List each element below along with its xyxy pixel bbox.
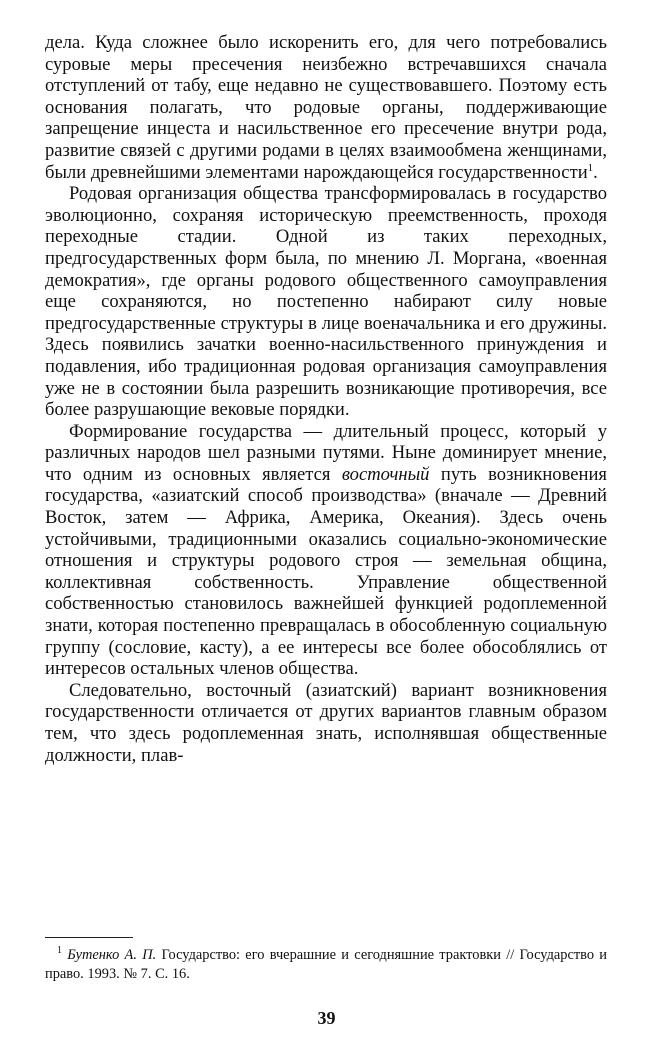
footnote-text: Государство: его вчерашние и сегодняшние трактовки // Государство и право. 1993. № 7. С. 16. — [45, 947, 608, 982]
paragraph-1 — [45, 32, 607, 183]
paragraph-3-rest: путь возникновения государства, «азиатский способ производства» (вначале — Древний Восток, затем — Африка, Америка, Океания). Здесь очень устойчивыми, традиционными оказались социально-экономические отношения и структуры родового строя — земельная община, коллективная собственность. Управление общественной собственностью становилось важнейшей функцией родоплеменной знати, которая постепенно превращалась в обособленную социальную группу (сословие, касту), а ее интересы все более обособлялись от интересов остальных членов общества. — [45, 463, 607, 680]
paragraph-3 — [45, 421, 607, 680]
footnote-author: Бутенко А. П. — [67, 947, 157, 963]
footnote-divider — [45, 937, 133, 938]
paragraph-1-end: . — [593, 161, 598, 183]
paragraph-2: Родовая организация общества трансформировалась в государство эволюционно, сохраняя историческую преемственность, проходя переходные стадии. Одной из таких переходных, предгосударственных форм была, по мнению Л. Моргана, «военная демократия», где органы родового общественного самоуправления еще сохраняются, но постепенно набирают силу новые предгосударственные структуры в лице военачальника и его дружины. Здесь появились зачатки военно-насильственного принуждения и подавления, ибо традиционная родовая организация самоуправления уже не в состоянии была разрешить возникающие противоречия, все более разрушающие вековые порядки. — [45, 183, 607, 421]
footnote-reference[interactable]: 1 — [587, 161, 594, 174]
footnote — [45, 946, 607, 984]
footnote-number: 1 — [57, 945, 62, 957]
page-number: 39 — [317, 1008, 336, 1028]
paragraph-1-text: дела. Куда сложнее было искоренить его, для чего потребовались суровые меры пресечения неизбежно встречавшихся сначала отступлений от табу, еще недавно не существовавшего. Поэтому есть основания полагать, что родовые органы, поддерживающие запрещение инцеста и насильственное его пресечение внутри рода, развитие связей с другими родами в целях взаимообмена женщинами, были древнейшими элементами нарождающейся государственности — [45, 32, 607, 183]
paragraph-4: Следовательно, восточный (азиатский) вариант возникновения государственности отличается от других вариантов главным образом тем, что здесь родоплеменная знать, исполнявшая общественные должности, плав- — [45, 679, 607, 766]
paragraph-3-start: Формирование государства — длительный процесс, который у различных народов шел разными путями. Ныне доминирует мнение, что одним из основных является — [45, 420, 607, 485]
page-body — [45, 32, 607, 766]
paragraph-3-emphasis: восточный — [341, 463, 430, 485]
